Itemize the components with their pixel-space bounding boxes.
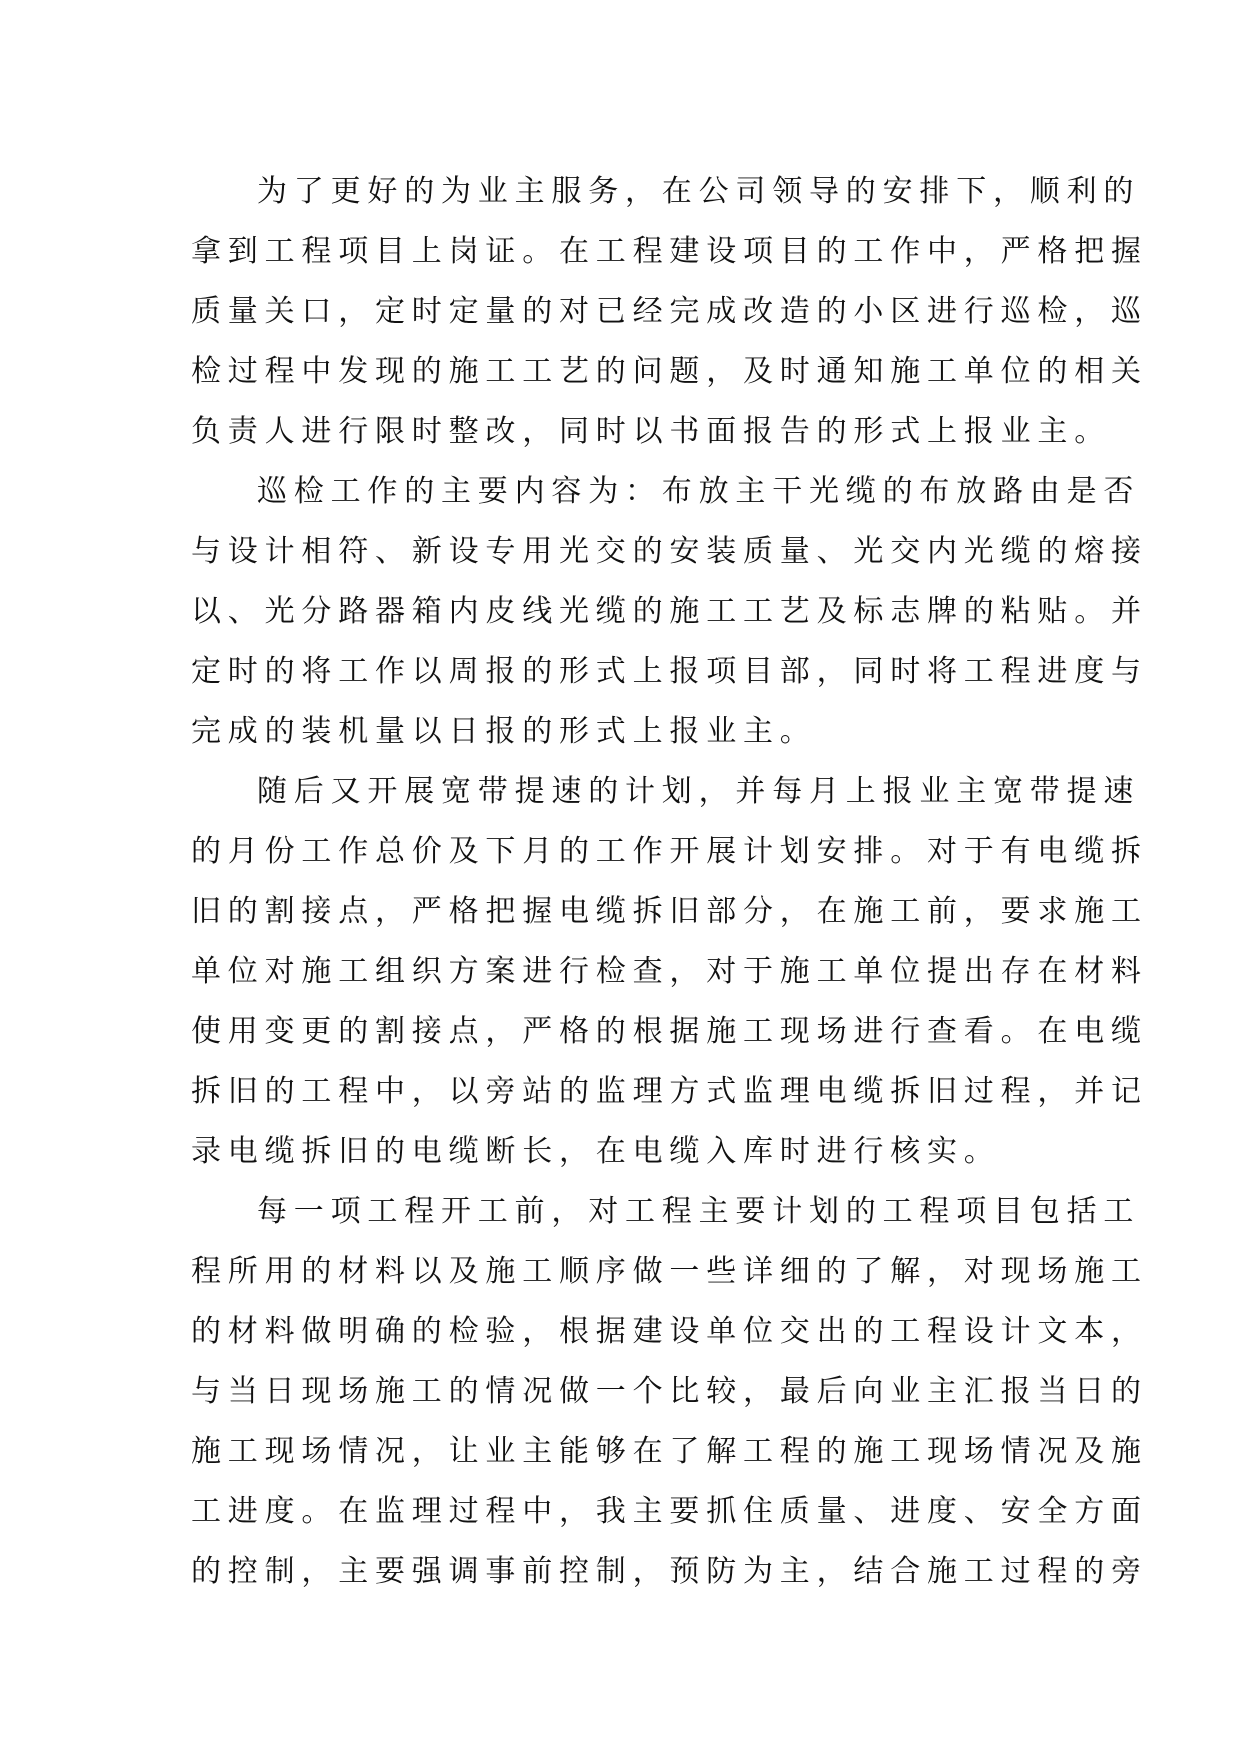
paragraph-2 (191, 462, 1148, 762)
text-line: 程所用的材料以及施工顺序做一些详细的了解，对现场施工 (191, 1254, 1148, 1289)
text-line: 定时的将工作以周报的形式上报项目部，同时将工程进度与 (191, 654, 1148, 689)
paragraph-3 (191, 762, 1148, 1182)
text-line: 巡检工作的主要内容为：布放主干光缆的布放路由是否 (257, 474, 1141, 509)
text-line: 的月份工作总价及下月的工作开展计划安排。对于有电缆拆 (191, 834, 1148, 869)
document-body (191, 162, 1148, 1602)
text-line: 质量关口，定时定量的对已经完成改造的小区进行巡检，巡 (191, 294, 1148, 329)
text-line: 与设计相符、新设专用光交的安装质量、光交内光缆的熔接 (191, 534, 1148, 569)
text-line: 每一项工程开工前，对工程主要计划的工程项目包括工 (257, 1194, 1141, 1229)
text-line: 以、光分路器箱内皮线光缆的施工工艺及标志牌的粘贴。并 (191, 594, 1148, 629)
text-line: 拿到工程项目上岗证。在工程建设项目的工作中，严格把握 (191, 234, 1148, 269)
text-line: 检过程中发现的施工工艺的问题，及时通知施工单位的相关 (191, 354, 1148, 389)
paragraph-1 (191, 162, 1148, 462)
text-line: 工进度。在监理过程中，我主要抓住质量、进度、安全方面 (191, 1494, 1148, 1529)
text-line: 的材料做明确的检验，根据建设单位交出的工程设计文本， (191, 1314, 1148, 1349)
text-line: 拆旧的工程中，以旁站的监理方式监理电缆拆旧过程，并记 (191, 1074, 1148, 1109)
text-line: 的控制，主要强调事前控制，预防为主，结合施工过程的旁 (191, 1554, 1148, 1589)
text-line: 单位对施工组织方案进行检查，对于施工单位提出存在材料 (191, 954, 1148, 989)
text-line: 使用变更的割接点，严格的根据施工现场进行查看。在电缆 (191, 1014, 1148, 1049)
text-line: 与当日现场施工的情况做一个比较，最后向业主汇报当日的 (191, 1374, 1148, 1409)
text-line: 随后又开展宽带提速的计划，并每月上报业主宽带提速 (257, 774, 1141, 809)
paragraph-4 (191, 1182, 1148, 1602)
text-line: 负责人进行限时整改，同时以书面报告的形式上报业主。 (191, 414, 1111, 449)
text-line: 为了更好的为业主服务，在公司领导的安排下，顺利的 (257, 174, 1141, 209)
text-line: 旧的割接点，严格把握电缆拆旧部分，在施工前，要求施工 (191, 894, 1148, 929)
text-line: 完成的装机量以日报的形式上报业主。 (191, 714, 817, 749)
text-line: 录电缆拆旧的电缆断长，在电缆入库时进行核实。 (191, 1134, 1001, 1169)
text-line: 施工现场情况，让业主能够在了解工程的施工现场情况及施 (191, 1434, 1148, 1469)
